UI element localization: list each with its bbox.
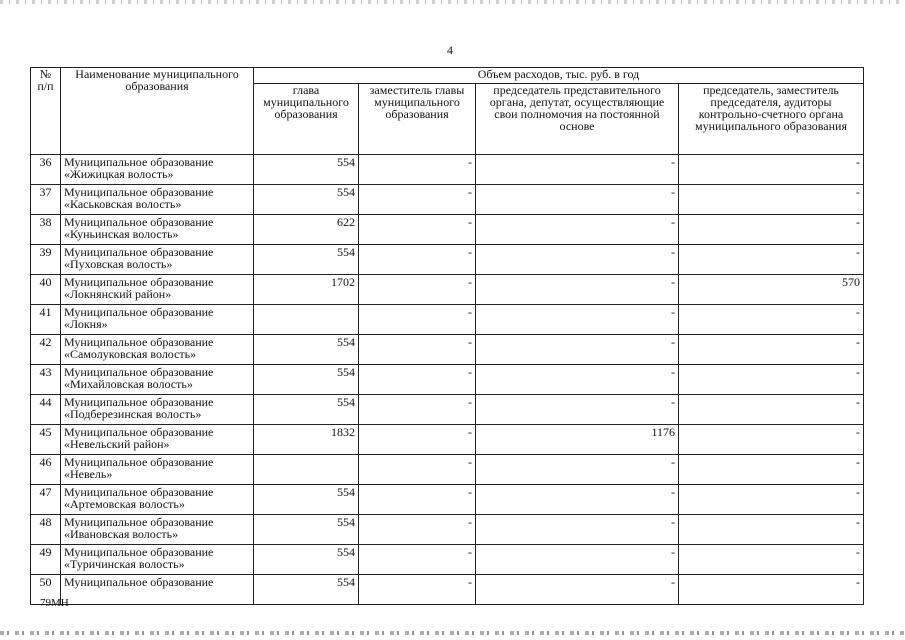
table-row xyxy=(31,245,864,275)
table-row xyxy=(31,455,864,485)
row-audit-value: - xyxy=(679,335,864,365)
row-head-value: 554 xyxy=(254,335,359,365)
row-audit-value: - xyxy=(679,545,864,575)
table-row xyxy=(31,395,864,425)
row-name: Муниципальное образование «Локня» xyxy=(61,305,254,335)
row-deputy-value: - xyxy=(359,545,476,575)
table-row xyxy=(31,485,864,515)
row-rep-value: - xyxy=(476,335,679,365)
row-head-value xyxy=(254,455,359,485)
row-number: 47 xyxy=(31,485,61,515)
row-rep-value: - xyxy=(476,455,679,485)
table-body xyxy=(31,155,864,605)
row-audit-value: - xyxy=(679,455,864,485)
row-rep-value: - xyxy=(476,215,679,245)
row-name: Муниципальное образование «Туричинская волость» xyxy=(61,545,254,575)
row-number: 41 xyxy=(31,305,61,335)
row-name: Муниципальное образование «Куньинская волость» xyxy=(61,215,254,245)
row-name: Муниципальное образование «Каськовская волость» xyxy=(61,185,254,215)
row-head-value: 554 xyxy=(254,485,359,515)
row-name: Муниципальное образование «Подберезинская волость» xyxy=(61,395,254,425)
row-audit-value: - xyxy=(679,305,864,335)
footer-document-code: 79МН xyxy=(40,597,69,609)
row-deputy-value: - xyxy=(359,245,476,275)
row-rep-value: - xyxy=(476,485,679,515)
page-number: 4 xyxy=(447,43,453,57)
table-row xyxy=(31,215,864,245)
row-name: Муниципальное образование «Невельский район» xyxy=(61,425,254,455)
header-col-group: Объем расходов, тыс. руб. в год xyxy=(254,68,864,84)
row-name: Муниципальное образование «Ивановская волость» xyxy=(61,515,254,545)
scan-edge-bottom xyxy=(0,631,905,635)
row-head-value: 1832 xyxy=(254,425,359,455)
row-deputy-value: - xyxy=(359,275,476,305)
row-deputy-value: - xyxy=(359,365,476,395)
row-head-value: 622 xyxy=(254,215,359,245)
row-deputy-value: - xyxy=(359,395,476,425)
row-head-value xyxy=(254,305,359,335)
header-col-name: Наименование муниципального образования xyxy=(61,68,254,155)
row-number: 40 xyxy=(31,275,61,305)
row-deputy-value: - xyxy=(359,335,476,365)
row-name: Муниципальное образование «Жижицкая волость» xyxy=(61,155,254,185)
row-deputy-value: - xyxy=(359,575,476,605)
row-number: 46 xyxy=(31,455,61,485)
row-rep-value: 1176 xyxy=(476,425,679,455)
row-audit-value: - xyxy=(679,155,864,185)
row-head-value: 554 xyxy=(254,365,359,395)
row-head-value: 554 xyxy=(254,245,359,275)
row-number: 44 xyxy=(31,395,61,425)
row-audit-value: - xyxy=(679,245,864,275)
row-deputy-value: - xyxy=(359,425,476,455)
row-name: Муниципальное образование «Михайловская волость» xyxy=(61,365,254,395)
row-rep-value: - xyxy=(476,275,679,305)
row-deputy-value: - xyxy=(359,185,476,215)
row-head-value: 1702 xyxy=(254,275,359,305)
row-audit-value: - xyxy=(679,185,864,215)
row-audit-value: - xyxy=(679,215,864,245)
row-audit-value: - xyxy=(679,425,864,455)
row-rep-value: - xyxy=(476,155,679,185)
row-number: 38 xyxy=(31,215,61,245)
row-number: 37 xyxy=(31,185,61,215)
row-name: Муниципальное образование «Локнянский район» xyxy=(61,275,254,305)
row-head-value: 554 xyxy=(254,575,359,605)
row-number: 42 xyxy=(31,335,61,365)
row-rep-value: - xyxy=(476,575,679,605)
row-name: Муниципальное образование «Артемовская волость» xyxy=(61,485,254,515)
row-head-value: 554 xyxy=(254,185,359,215)
row-deputy-value: - xyxy=(359,155,476,185)
row-audit-value: - xyxy=(679,485,864,515)
row-rep-value: - xyxy=(476,185,679,215)
row-head-value: 554 xyxy=(254,515,359,545)
row-audit-value: 570 xyxy=(679,275,864,305)
row-number: 39 xyxy=(31,245,61,275)
table-row xyxy=(31,545,864,575)
table-row xyxy=(31,575,864,605)
row-deputy-value: - xyxy=(359,215,476,245)
scan-edge-top xyxy=(0,0,905,4)
row-head-value: 554 xyxy=(254,545,359,575)
row-number: 49 xyxy=(31,545,61,575)
row-name: Муниципальное образование «Пуховская волость» xyxy=(61,245,254,275)
row-audit-value: - xyxy=(679,515,864,545)
header-head: глава муниципального образования xyxy=(254,84,359,155)
header-chairman-audit: председатель, заместитель председателя, аудиторы контрольно-счетного органа муниципального образования xyxy=(679,84,864,155)
row-rep-value: - xyxy=(476,245,679,275)
row-number: 36 xyxy=(31,155,61,185)
row-name: Муниципальное образование «Невель» xyxy=(61,455,254,485)
header-chairman-rep: председатель представительного органа, депутат, осуществляющие свои полномочия на постоянной основе xyxy=(476,84,679,155)
row-number: 43 xyxy=(31,365,61,395)
table-row xyxy=(31,155,864,185)
table-row xyxy=(31,275,864,305)
row-number: 48 xyxy=(31,515,61,545)
row-name: Муниципальное образование xyxy=(61,575,254,605)
row-audit-value: - xyxy=(679,575,864,605)
row-name: Муниципальное образование «Самолуковская волость» xyxy=(61,335,254,365)
table-row xyxy=(31,425,864,455)
row-head-value: 554 xyxy=(254,395,359,425)
header-deputy-head: заместитель главы муниципального образования xyxy=(359,84,476,155)
header-col-number: № п/п xyxy=(31,68,61,155)
table-row xyxy=(31,335,864,365)
table-row xyxy=(31,365,864,395)
row-deputy-value: - xyxy=(359,485,476,515)
row-rep-value: - xyxy=(476,365,679,395)
table-row xyxy=(31,305,864,335)
row-deputy-value: - xyxy=(359,455,476,485)
row-audit-value: - xyxy=(679,395,864,425)
expense-table xyxy=(30,67,864,605)
row-rep-value: - xyxy=(476,515,679,545)
row-rep-value: - xyxy=(476,305,679,335)
row-head-value: 554 xyxy=(254,155,359,185)
table-row xyxy=(31,185,864,215)
row-number: 45 xyxy=(31,425,61,455)
table-row xyxy=(31,515,864,545)
row-rep-value: - xyxy=(476,395,679,425)
row-audit-value: - xyxy=(679,365,864,395)
row-rep-value: - xyxy=(476,545,679,575)
row-number: 50 xyxy=(31,575,61,605)
row-deputy-value: - xyxy=(359,515,476,545)
row-deputy-value: - xyxy=(359,305,476,335)
